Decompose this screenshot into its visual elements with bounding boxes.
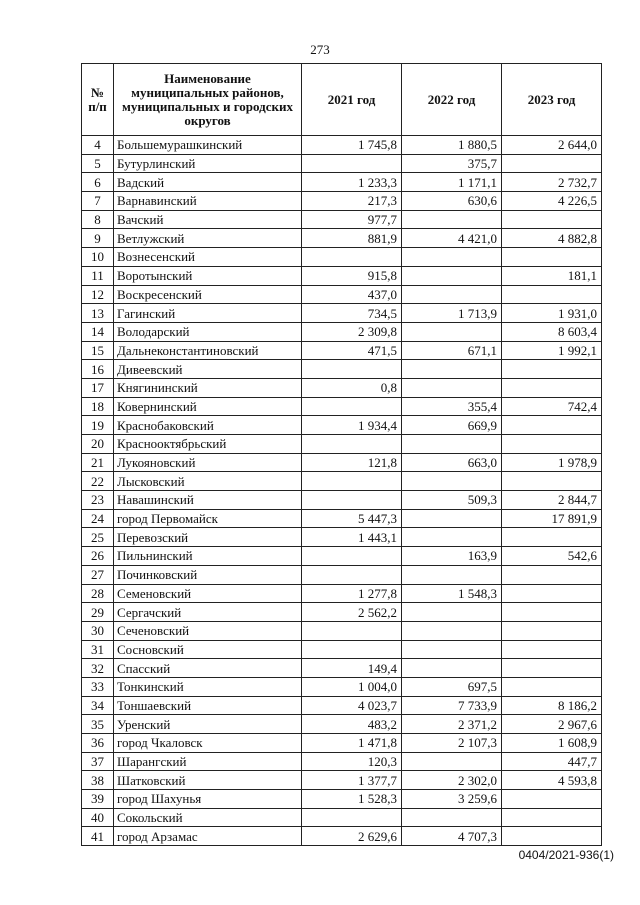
row-value-2022	[402, 808, 502, 827]
table-row	[82, 827, 602, 846]
header-2021: 2021 год	[302, 64, 402, 136]
row-value-2023	[502, 210, 602, 229]
row-name: Шатковский	[114, 771, 302, 790]
row-value-2023	[502, 285, 602, 304]
row-number: 10	[82, 248, 114, 267]
row-number: 4	[82, 136, 114, 155]
row-number: 24	[82, 509, 114, 528]
row-number: 12	[82, 285, 114, 304]
row-value-2023: 181,1	[502, 266, 602, 285]
table-body	[82, 136, 602, 846]
row-name: Ветлужский	[114, 229, 302, 248]
table-row	[82, 677, 602, 696]
row-value-2023	[502, 827, 602, 846]
row-value-2023	[502, 248, 602, 267]
row-number: 28	[82, 584, 114, 603]
row-number: 19	[82, 416, 114, 435]
row-value-2022: 163,9	[402, 547, 502, 566]
row-value-2022: 697,5	[402, 677, 502, 696]
table-row	[82, 210, 602, 229]
row-name: Перевозский	[114, 528, 302, 547]
row-value-2021: 881,9	[302, 229, 402, 248]
row-value-2022	[402, 565, 502, 584]
row-number: 39	[82, 790, 114, 809]
row-value-2021	[302, 640, 402, 659]
row-value-2022	[402, 378, 502, 397]
row-value-2023: 1 978,9	[502, 453, 602, 472]
row-value-2021: 977,7	[302, 210, 402, 229]
row-number: 23	[82, 491, 114, 510]
row-value-2022: 2 107,3	[402, 734, 502, 753]
table-row	[82, 603, 602, 622]
row-value-2021	[302, 154, 402, 173]
row-value-2021	[302, 248, 402, 267]
row-name: город Первомайск	[114, 509, 302, 528]
row-value-2023	[502, 659, 602, 678]
row-value-2021: 1 745,8	[302, 136, 402, 155]
row-name: Вадский	[114, 173, 302, 192]
row-value-2021	[302, 621, 402, 640]
row-name: Варнавинский	[114, 192, 302, 211]
row-value-2023	[502, 416, 602, 435]
row-name: Навашинский	[114, 491, 302, 510]
row-value-2022: 669,9	[402, 416, 502, 435]
row-value-2021: 1 471,8	[302, 734, 402, 753]
row-value-2021: 1 004,0	[302, 677, 402, 696]
row-value-2023	[502, 378, 602, 397]
table-row	[82, 154, 602, 173]
table-row	[82, 696, 602, 715]
table-row	[82, 640, 602, 659]
row-name: Вознесенский	[114, 248, 302, 267]
row-number: 18	[82, 397, 114, 416]
row-value-2022: 630,6	[402, 192, 502, 211]
row-name: Сокольский	[114, 808, 302, 827]
table-row	[82, 790, 602, 809]
row-value-2022	[402, 266, 502, 285]
row-name: Краснобаковский	[114, 416, 302, 435]
table-row	[82, 565, 602, 584]
row-name: Уренский	[114, 715, 302, 734]
table-row	[82, 304, 602, 323]
row-value-2023: 4 226,5	[502, 192, 602, 211]
row-number: 25	[82, 528, 114, 547]
row-value-2021: 121,8	[302, 453, 402, 472]
row-value-2023: 447,7	[502, 752, 602, 771]
row-value-2022: 1 171,1	[402, 173, 502, 192]
table-row	[82, 397, 602, 416]
row-name: Пильнинский	[114, 547, 302, 566]
row-value-2023: 2 644,0	[502, 136, 602, 155]
row-number: 11	[82, 266, 114, 285]
row-value-2021: 734,5	[302, 304, 402, 323]
row-name: Лысковский	[114, 472, 302, 491]
table-row	[82, 491, 602, 510]
row-number: 5	[82, 154, 114, 173]
row-value-2022: 671,1	[402, 341, 502, 360]
row-value-2022	[402, 360, 502, 379]
row-value-2022: 1 548,3	[402, 584, 502, 603]
row-value-2021: 149,4	[302, 659, 402, 678]
row-number: 6	[82, 173, 114, 192]
row-value-2021: 0,8	[302, 378, 402, 397]
row-value-2021: 483,2	[302, 715, 402, 734]
row-number: 8	[82, 210, 114, 229]
row-number: 20	[82, 435, 114, 454]
row-value-2021: 1 528,3	[302, 790, 402, 809]
row-value-2023	[502, 435, 602, 454]
row-value-2022	[402, 528, 502, 547]
row-value-2022: 1 713,9	[402, 304, 502, 323]
row-name: Княгининский	[114, 378, 302, 397]
row-number: 9	[82, 229, 114, 248]
table-row	[82, 322, 602, 341]
row-name: Сергачский	[114, 603, 302, 622]
row-number: 38	[82, 771, 114, 790]
row-value-2022: 7 733,9	[402, 696, 502, 715]
row-value-2021: 1 377,7	[302, 771, 402, 790]
row-value-2023	[502, 360, 602, 379]
row-number: 31	[82, 640, 114, 659]
row-name: Воротынский	[114, 266, 302, 285]
row-number: 35	[82, 715, 114, 734]
table-row	[82, 584, 602, 603]
row-value-2023: 8 603,4	[502, 322, 602, 341]
row-value-2021	[302, 472, 402, 491]
row-value-2021: 1 934,4	[302, 416, 402, 435]
row-name: Бутурлинский	[114, 154, 302, 173]
row-value-2022	[402, 322, 502, 341]
table-row	[82, 659, 602, 678]
row-value-2021	[302, 808, 402, 827]
row-name: Дальнеконстантиновский	[114, 341, 302, 360]
table-row	[82, 229, 602, 248]
row-name: Семеновский	[114, 584, 302, 603]
row-value-2021: 2 629,6	[302, 827, 402, 846]
row-number: 30	[82, 621, 114, 640]
row-value-2021	[302, 360, 402, 379]
table-row	[82, 752, 602, 771]
row-value-2023	[502, 621, 602, 640]
row-value-2023: 542,6	[502, 547, 602, 566]
row-name: Володарский	[114, 322, 302, 341]
row-value-2023	[502, 808, 602, 827]
row-name: город Шахунья	[114, 790, 302, 809]
row-value-2022	[402, 435, 502, 454]
row-number: 15	[82, 341, 114, 360]
row-value-2022	[402, 285, 502, 304]
row-name: Ковернинский	[114, 397, 302, 416]
row-value-2023	[502, 603, 602, 622]
row-name: Воскресенский	[114, 285, 302, 304]
row-value-2021: 120,3	[302, 752, 402, 771]
row-number: 7	[82, 192, 114, 211]
row-value-2021: 4 023,7	[302, 696, 402, 715]
table-row	[82, 435, 602, 454]
row-value-2023	[502, 677, 602, 696]
budget-table-container	[81, 63, 602, 846]
row-value-2023: 1 992,1	[502, 341, 602, 360]
row-value-2022	[402, 603, 502, 622]
row-name: Тонкинский	[114, 677, 302, 696]
row-value-2021: 1 233,3	[302, 173, 402, 192]
row-number: 41	[82, 827, 114, 846]
row-value-2022	[402, 659, 502, 678]
table-row	[82, 808, 602, 827]
row-name: Лукояновский	[114, 453, 302, 472]
row-value-2023	[502, 565, 602, 584]
table-row	[82, 266, 602, 285]
row-value-2022	[402, 248, 502, 267]
header-2023: 2023 год	[502, 64, 602, 136]
row-number: 13	[82, 304, 114, 323]
row-name: Большемурашкинский	[114, 136, 302, 155]
budget-table	[81, 63, 602, 846]
row-value-2022	[402, 621, 502, 640]
row-value-2023: 1 608,9	[502, 734, 602, 753]
row-name: город Арзамас	[114, 827, 302, 846]
row-name: Спасский	[114, 659, 302, 678]
row-value-2022: 663,0	[402, 453, 502, 472]
table-row	[82, 528, 602, 547]
row-name: Дивеевский	[114, 360, 302, 379]
row-value-2022	[402, 752, 502, 771]
row-value-2021	[302, 397, 402, 416]
row-value-2022: 3 259,6	[402, 790, 502, 809]
row-name: Краснооктябрьский	[114, 435, 302, 454]
table-row	[82, 285, 602, 304]
row-value-2022: 4 707,3	[402, 827, 502, 846]
table-row	[82, 416, 602, 435]
row-value-2022: 509,3	[402, 491, 502, 510]
table-row	[82, 621, 602, 640]
row-value-2021	[302, 547, 402, 566]
row-value-2022	[402, 210, 502, 229]
row-value-2023: 8 186,2	[502, 696, 602, 715]
row-value-2022	[402, 640, 502, 659]
row-value-2021: 471,5	[302, 341, 402, 360]
table-row	[82, 509, 602, 528]
table-row	[82, 771, 602, 790]
row-value-2023: 2 967,6	[502, 715, 602, 734]
header-2022: 2022 год	[402, 64, 502, 136]
row-name: Тоншаевский	[114, 696, 302, 715]
row-value-2022: 355,4	[402, 397, 502, 416]
row-value-2022: 2 371,2	[402, 715, 502, 734]
row-value-2021	[302, 491, 402, 510]
row-number: 26	[82, 547, 114, 566]
row-value-2021: 437,0	[302, 285, 402, 304]
table-row	[82, 453, 602, 472]
row-value-2023: 742,4	[502, 397, 602, 416]
row-number: 33	[82, 677, 114, 696]
row-name: Гагинский	[114, 304, 302, 323]
table-row	[82, 248, 602, 267]
row-value-2021: 2 562,2	[302, 603, 402, 622]
row-name: Сосновский	[114, 640, 302, 659]
table-row	[82, 341, 602, 360]
table-row	[82, 734, 602, 753]
row-value-2021	[302, 565, 402, 584]
row-number: 27	[82, 565, 114, 584]
row-name: город Чкаловск	[114, 734, 302, 753]
row-value-2021: 1 277,8	[302, 584, 402, 603]
table-row	[82, 360, 602, 379]
row-value-2023	[502, 528, 602, 547]
row-value-2023	[502, 472, 602, 491]
row-value-2023: 1 931,0	[502, 304, 602, 323]
document-code: 0404/2021-936(1)	[518, 848, 614, 862]
row-value-2022	[402, 509, 502, 528]
page-number: 273	[310, 42, 330, 57]
header-num: № п/п	[82, 64, 114, 136]
row-value-2021	[302, 435, 402, 454]
row-value-2021: 217,3	[302, 192, 402, 211]
row-value-2023: 4 882,8	[502, 229, 602, 248]
row-number: 37	[82, 752, 114, 771]
row-value-2023	[502, 790, 602, 809]
row-value-2022: 2 302,0	[402, 771, 502, 790]
table-row	[82, 173, 602, 192]
row-number: 29	[82, 603, 114, 622]
row-number: 36	[82, 734, 114, 753]
row-number: 32	[82, 659, 114, 678]
row-name: Вачский	[114, 210, 302, 229]
table-row	[82, 378, 602, 397]
row-name: Починковский	[114, 565, 302, 584]
row-number: 14	[82, 322, 114, 341]
row-number: 21	[82, 453, 114, 472]
row-value-2022	[402, 472, 502, 491]
row-value-2023: 2 732,7	[502, 173, 602, 192]
table-row	[82, 192, 602, 211]
row-name: Шарангский	[114, 752, 302, 771]
table-row	[82, 715, 602, 734]
header-name: Наименование муниципальных районов, муниципальных и городских округов	[114, 64, 302, 136]
row-value-2023: 4 593,8	[502, 771, 602, 790]
row-number: 34	[82, 696, 114, 715]
row-value-2023: 17 891,9	[502, 509, 602, 528]
row-number: 16	[82, 360, 114, 379]
table-row	[82, 136, 602, 155]
row-value-2022: 375,7	[402, 154, 502, 173]
row-value-2022: 1 880,5	[402, 136, 502, 155]
table-row	[82, 547, 602, 566]
row-value-2023: 2 844,7	[502, 491, 602, 510]
row-value-2023	[502, 154, 602, 173]
row-value-2023	[502, 584, 602, 603]
row-value-2021: 2 309,8	[302, 322, 402, 341]
row-value-2023	[502, 640, 602, 659]
row-value-2022: 4 421,0	[402, 229, 502, 248]
table-row	[82, 472, 602, 491]
row-number: 40	[82, 808, 114, 827]
row-value-2021: 5 447,3	[302, 509, 402, 528]
row-number: 22	[82, 472, 114, 491]
table-header-row	[82, 64, 602, 136]
row-value-2021: 915,8	[302, 266, 402, 285]
row-value-2021: 1 443,1	[302, 528, 402, 547]
row-number: 17	[82, 378, 114, 397]
row-name: Сеченовский	[114, 621, 302, 640]
